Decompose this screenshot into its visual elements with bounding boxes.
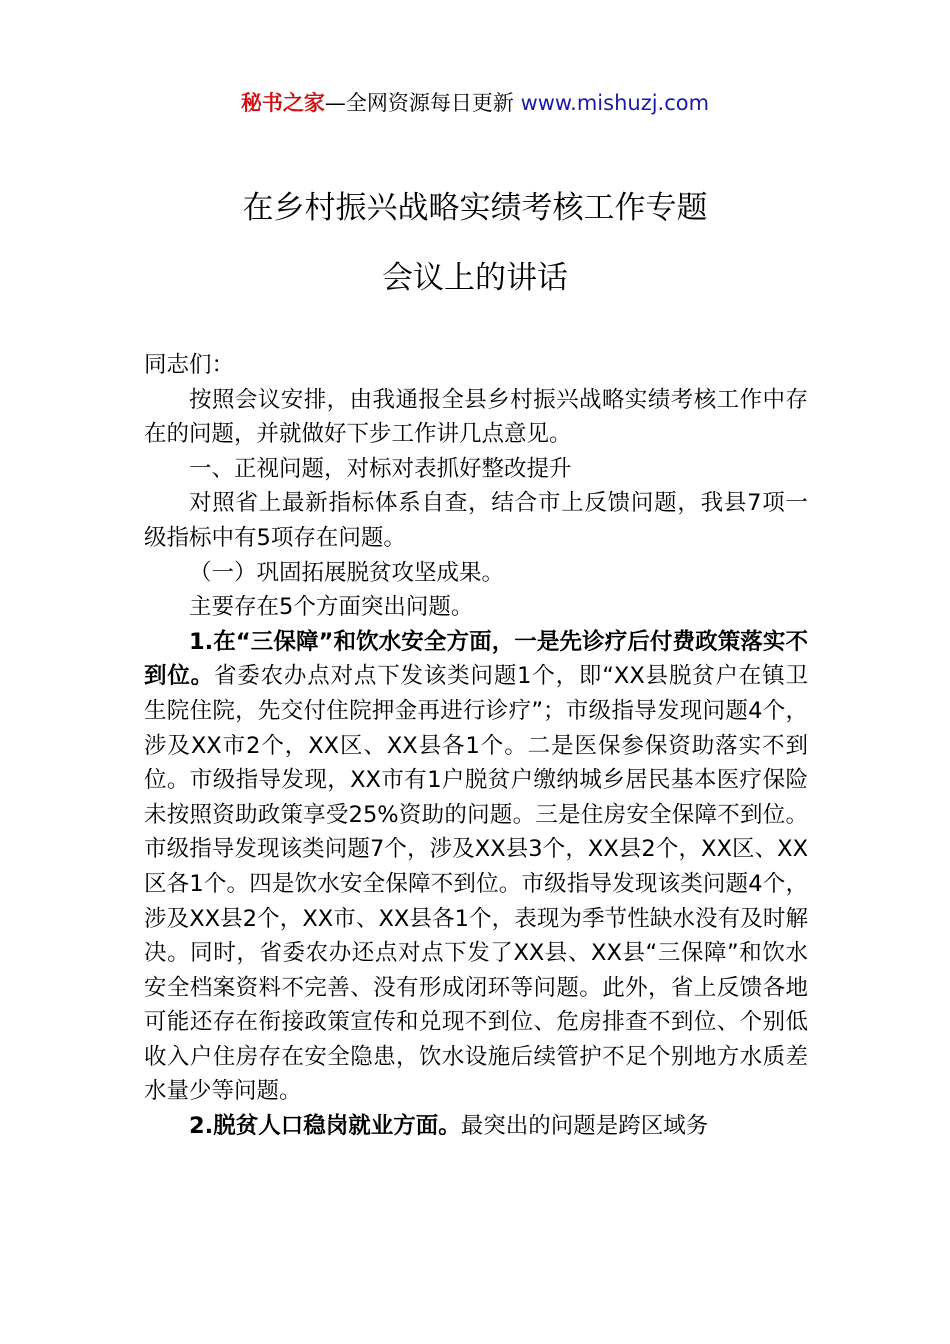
item-2-paragraph: [144, 1109, 808, 1144]
item-1-text: 省委农办点对点下发该类问题1个，即“XX县脱贫户在镇卫生院住院，先交付住院押金再进行诊疗”；市级指导发现问题4个，涉及XX市2个，XX区、XX县各1个。二是医保参保资助落实不到位。市级指导发现，XX市有1户脱贫户缴纳城乡居民基本医疗保险未按照资助政策享受25%资助的问题。三是住房安全保障不到位。市级指导发现该类问题7个，涉及XX县3个，XX县2个，XX区、XX区各1个。四是饮水安全保障不到位。市级指导发现该类问题4个，涉及XX县2个，XX市、XX县各1个，表现为季节性缺水没有及时解决。同时，省委农办还点对点下发了XX县、XX县“三保障”和饮水安全档案资料不完善、没有形成闭环等问题。此外，省上反馈各地可能还存在衔接政策宣传和兑现不到位、危房排查不到位、个别低收入户住房存在安全隐患，饮水设施后续管护不足个别地方水质差水量少等问题。: [144, 663, 808, 1105]
paragraph-intro: 按照会议安排，由我通报全县乡村振兴战略实绩考核工作中存在的问题，并就做好下步工作讲几点意见。: [144, 386, 808, 448]
item-1-paragraph: [144, 625, 808, 1109]
subsection-heading-1: （一）巩固拓展脱贫攻坚成果。: [189, 559, 505, 586]
document-title-line-2: 会议上的讲话: [382, 260, 568, 296]
brand-name: 秘书之家: [240, 91, 325, 115]
header-tagline: —全网资源每日更新: [324, 91, 521, 115]
paragraph-summary: 主要存在5个方面突出问题。: [189, 594, 474, 621]
item-2-heading: 2.脱贫人口稳岗就业方面。: [189, 1113, 461, 1140]
paragraph-self-check: 对照省上最新指标体系自查，结合市上反馈问题，我县7项一级指标中有5项存在问题。: [144, 490, 808, 551]
section-heading-1: 一、正视问题，对标对表抓好整改提升: [189, 455, 572, 482]
salutation: 同志们：: [144, 352, 235, 378]
item-1-heading: 1.在“三保障”和饮水安全方面，一是先诊疗后付费政策落实不到位。: [144, 628, 808, 690]
document-body: [144, 348, 808, 1144]
document-title-line-1: 在乡村振兴战略实绩考核工作专题: [242, 190, 708, 226]
item-2-text: 最突出的问题是跨区域务: [460, 1113, 709, 1140]
site-header: [0, 86, 950, 120]
site-url-link[interactable]: www.mishuzj.com: [520, 91, 710, 115]
